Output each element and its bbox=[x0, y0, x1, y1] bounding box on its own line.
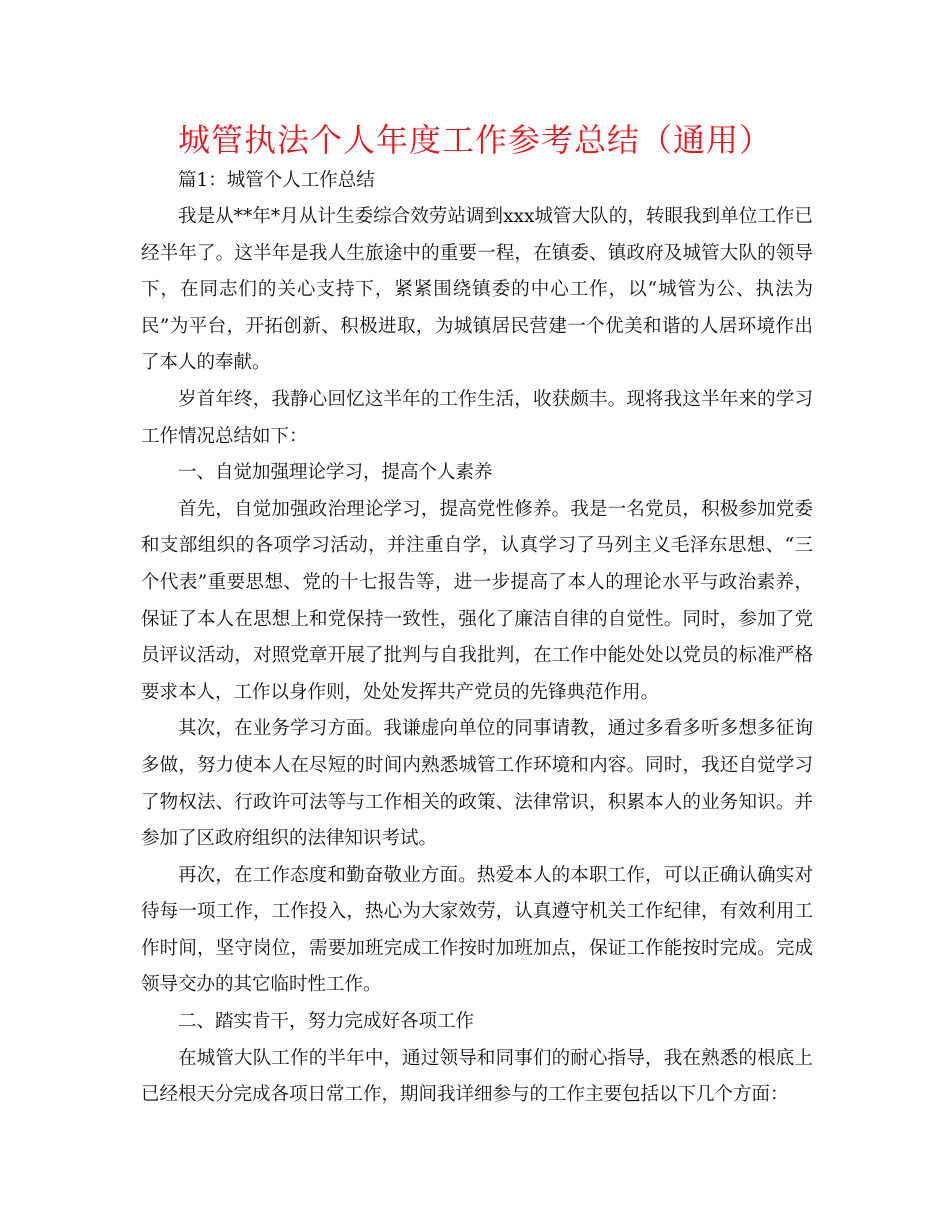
section-heading: 一、自觉加强理论学习，提高个人素养 bbox=[178, 462, 493, 484]
paragraph: 岁首年终，我静心回忆这半年的工作生活，收获颇丰。现将我这半年来的学习工作情况总结如下： bbox=[141, 388, 813, 447]
paragraph: 其次，在业务学习方面。我谦虚向单位的同事请教，通过多看多听多想多征询多做，努力使本人在尽短的时间内熟悉城管工作环境和内容。同时，我还自觉学习了物权法、行政许可法等与工作相关的政策、法律常识，积累本人的业务知识。并参加了区政府组织的法律知识考试。 bbox=[141, 718, 813, 850]
paragraph: 在城管大队工作的半年中，通过领导和同事们的耐心指导，我在熟悉的根底上已经根天分完成各项日常工作，期间我详细参与的工作主要包括以下几个方面： bbox=[141, 1047, 813, 1106]
paragraph: 首先，自觉加强政治理论学习，提高党性修养。我是一名党员，积极参加党委和支部组织的各项学习活动，并注重自学，认真学习了马列主义毛泽东思想、“三个代表”重要思想、党的十七报告等，进一步提高了本人的理论水平与政治素养，保证了本人在思想上和党保持一致性，强化了廉洁自律的自觉性。同时，参加了党员评议活动，对照党章开展了批判与自我批判，在工作中能处处以党员的标准严格要求本人，工作以身作则，处处发挥共产党员的先锋典范作用。 bbox=[141, 498, 813, 703]
document-title: 城管执法个人年度工作参考总结（通用） bbox=[177, 121, 772, 159]
document-body bbox=[141, 163, 813, 1114]
paragraph: 我是从**年*月从计生委综合效劳站调到xxx城管大队的，转眼我到单位工作已经半年了。这半年是我人生旅途中的重要一程，在镇委、镇政府及城管大队的领导下，在同志们的关心支持下，紧紧围绕镇委的中心工作，以“城管为公、执法为民”为平台，开拓创新、积极进取，为城镇居民营建一个优美和谐的人居环境作出了本人的奉献。 bbox=[141, 206, 813, 374]
paragraph: 再次，在工作态度和勤奋敬业方面。热爱本人的本职工作，可以正确认确实对待每一项工作，工作投入，热心为大家效劳，认真遵守机关工作纪律，有效利用工作时间，坚守岗位，需要加班完成工作按时加班加点，保证工作能按时完成。完成领导交办的其它临时性工作。 bbox=[141, 864, 813, 996]
section-heading: 二、踏实肯干，努力完成好各项工作 bbox=[178, 1011, 475, 1033]
section-heading: 篇1：城管个人工作总结 bbox=[178, 170, 375, 191]
